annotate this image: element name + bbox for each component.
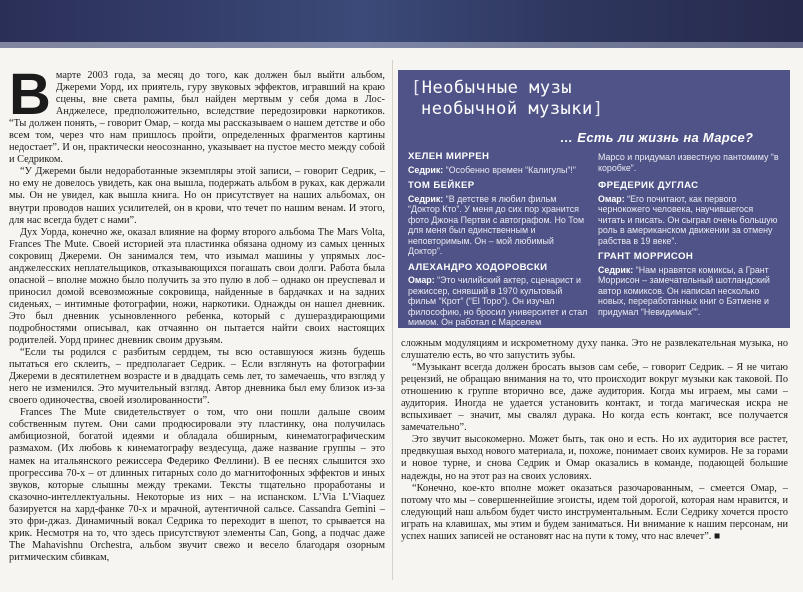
- sidebar-subtitle: … Есть ли жизнь на Марсе?: [560, 130, 754, 145]
- article-paragraph: “У Джереми были недоработанные экземпляры этой записи, – говорит Седрик, – но ему не довелось увидеть, как она вышла, подержать альбом в руках, как держали мы. Он не увидел, как вышла книга. Но он присутствует на наших альбомах, он внутри проводов наших усилителей, он в крови, что течет по нашим венам. И этого, для нас всегда будет с нами”.: [9, 166, 385, 226]
- article-right-column: [401, 338, 788, 588]
- entry-name: ГРАНТ МОРРИСОН: [598, 251, 694, 262]
- entry-speaker: Седрик:: [408, 193, 444, 204]
- article-paragraph: Это звучит высокомерно. Может быть, так оно и есть. Но их аудитория все растет, предвкушая выход нового материала, и, похоже, понимает своих кумиров. Не за горами и новое турне, и снова Седрик и Омар оказались в команде, подающей большие надежды, но на этот раз на своих условиях.: [401, 434, 788, 482]
- sidebar-right-column: [598, 152, 781, 323]
- entry-name: АЛЕХАНДРО ХОДОРОВСКИ: [408, 261, 548, 273]
- entry-speaker: Омар:: [598, 193, 625, 204]
- sidebar-entry: [598, 181, 781, 246]
- article-paragraph: Frances The Mute свидетельствует о том, что они пошли дальше своим собственным путем. Они сами продюсировали эту пластинку, она получилась амбициозной, богатой идеями и обладала обширным, кинематографическим размахом. (Их любовь к кинематографу вездесуща, даже название группы – это намек на итальянского режиссера Федерико Феллини). В ее песнях слышится эхо прогрессива 70-х – от длинных гитарных соло до магнитофонных эффектов и иных звуков, которые слышны между треками. Тексты тщательно проработаны и сказочно-интеллектуальны. Некоторые из них – на испанском. L’Via L’Viaquez базируется на хард-фанке 70-х и мрачной, аутентичной сальсе. Cassandra Gemini – это фри-джаз. Динамичный вокал Седрика то переходит в шепот, то срывается на крик. Несмотря на то, что здесь присутствуют элементы Can, Gong, а подчас даже The Mahavishnu Orchestra, альбом звучит свежо и весело благодаря озорным ритмическим сбивкам,: [9, 407, 385, 563]
- header-band: [0, 0, 803, 48]
- entry-text: “Особенно времен “Калигулы”!”: [445, 164, 576, 175]
- entry-speaker: Омар:: [408, 275, 435, 285]
- entry-text: “В детстве я любил фильм “Доктор Кто”. У меня до сих пор хранится фото Джона Пертви с автографом. Но Том для меня был единственным и неповторимым. Он – мой любимый Доктор”.: [408, 193, 585, 256]
- sidebar-title-line-1: Необычные музы: [421, 78, 573, 98]
- article-paragraph: марте 2003 года, за месяц до того, как должен был выйти альбом, Джереми Уорд, их приятель, гуру звуковых эффектов, игравший на краю сцены, вне света рампы, был найден мертвым у себя дома в Лос-Анджелесе, предположительно, вследствие передозировки наркотиков. “Ты должен понять, – говорит Омар, – когда мы рассказываем о нашем детстве и обо всем том, через что нам пришлось пройти, определенных фрагментов картины недостает”. И он, практически неосознанно, указывает на пустое место между собой и Седриком.: [9, 70, 385, 166]
- entry-text: “Его почитают, как первого чернокожего человека, научившегося читать и писать. Он сыграл очень большую роль в американском движении за отмену рабства в 19 веке”.: [598, 193, 778, 246]
- article-paragraph: Дух Уорда, конечно же, оказал влияние на форму второго альбома The Mars Volta, Frances The Mute. Своей историей эта пластинка обязана одному из самых ценных сокровищ Джереми. Он занимался тем, что изымал машины у упрямых лос-анджелесских неплательщиков, отказывающихся погашать свои долги. Работа была опасной – вполне можно было получить за это пулю в лоб – однако он преуспевал и приносил домой всевозможные сокровища, найденные в бардачках и на задних сиденьях, – интимные фотографии, ножи, наркотики. Однажды он нашел дневник. Это был дневник усыновленного ребенка, который с душераздирающими подробностями описывал, как отчаянно он пытается найти своих настоящих родителей. Уорд принес дневник своим друзьям.: [9, 226, 385, 347]
- entry-name: ТОМ БЕЙКЕР: [408, 180, 475, 191]
- article-paragraph: “Конечно, кое-кто вполне может оказаться разочарованным, – смеется Омар, – потому что мы – совершеннейшие эгоисты, идем той дорогой, которая нам нравится, и следующий наш альбом будет чисто инструментальным. Если Седрику хочется просто играть на клавишах, мы этим и будем заниматься. Ни внимание к нашим персонам, ни успех наших записей не остановят нас на пути к тому, что нас влечет”. ■: [401, 482, 788, 542]
- article-paragraph: сложным модуляциям и искрометному духу панка. Это не развлекательная музыка, но слушателю есть, во что запустить зубы.: [401, 338, 788, 362]
- sidebar-entry: [598, 252, 781, 317]
- entry-name: ФРЕДЕРИК ДУГЛАС: [598, 180, 699, 191]
- column-divider: [392, 60, 393, 580]
- sidebar-box: [398, 70, 790, 328]
- article-paragraph: “Музыкант всегда должен бросать вызов сам себе, – говорит Седрик. – Я не читаю рецензий, не обращаю внимания на то, что происходит вокруг музыки как таковой. По отношению к группе вторично все, даже аудитория. Когда мы играем, мы сами – аудитория. Иногда не удается установить контакт, и тогда магическая искра не вспыхивает – значит, мы свалял дурака. Но когда есть контакт, все получается замечательно”.: [401, 362, 788, 434]
- drop-cap: В: [9, 70, 51, 127]
- entry-text: “Нам нравятся комиксы, а Грант Моррисон – замечательный шотландский автор комиксов. Он написал несколько новых, переработанных книг о Бэтмене и придумал “Невидимых””.: [598, 264, 770, 317]
- article-left-column: [9, 70, 385, 585]
- entry-speaker: Седрик:: [408, 164, 444, 175]
- article-paragraph: “Если ты родился с разбитым сердцем, ты всю оставшуюся жизнь будешь пытаться его склеить, – предполагает Седрик. – Если взглянуть на фотографии Джереми в десятилетнем возрасте и в двадцать семь лет, то замечаешь, что взгляд у него не изменился. Это мучительный взгляд. Автор дневника был ему близок из-за своего одиночества, своей изолированности”.: [9, 347, 385, 407]
- entry-continuation: Марсо и придумал известную пантомиму “в коробке”.: [598, 152, 779, 173]
- entry-text: “Это чилийский актер, сценарист и режиссер, снявший в 1970 культовый фильм “Крот” (“El Topo”). Он изучал философию, но бросил университет и стал мимом. Он работал с Марселем: [408, 275, 588, 327]
- entry-speaker: Седрик:: [598, 264, 634, 275]
- entry-name: ХЕЛЕН МИРРЕН: [408, 151, 490, 162]
- sidebar-entry: [408, 152, 590, 175]
- sidebar-title-line-2: необычной музыки: [421, 99, 593, 119]
- sidebar-title: [Необычные музы необычной музыки]: [411, 78, 604, 119]
- sidebar-entry: [408, 263, 590, 328]
- sidebar-entry: [408, 181, 590, 257]
- sidebar-left-column: [408, 152, 590, 328]
